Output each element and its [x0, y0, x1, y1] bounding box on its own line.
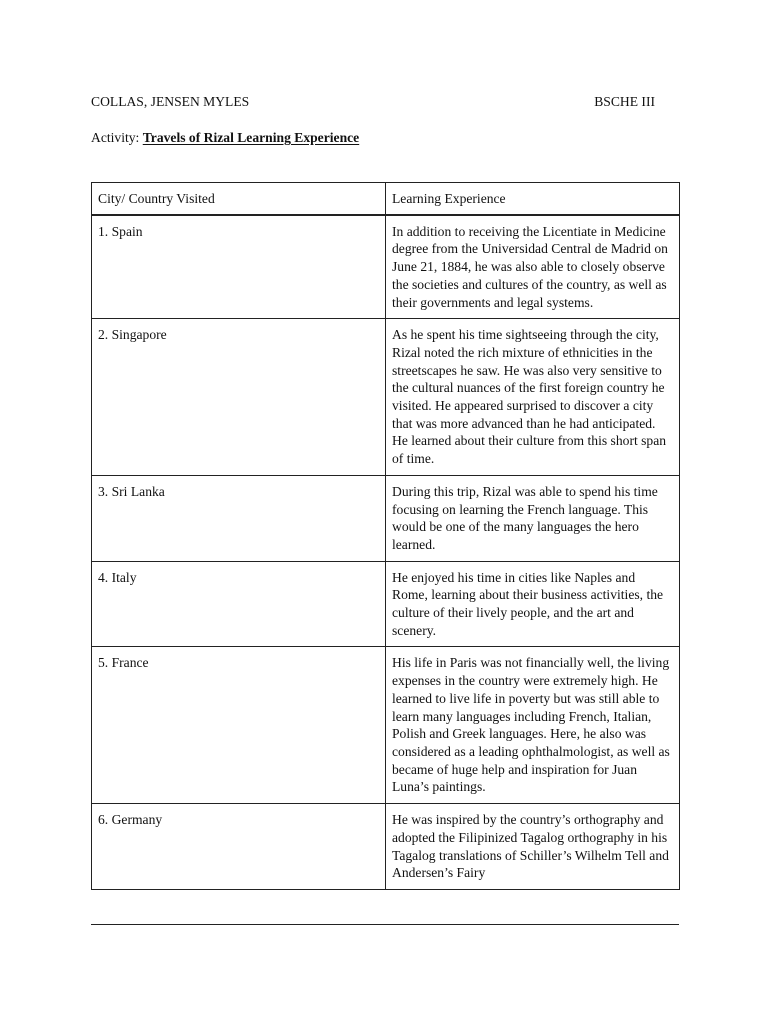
experience-cell: He enjoyed his time in cities like Naples and Rome, learning about their business activities, the culture of their lively people, and the art and scenery. [386, 561, 680, 647]
place-cell: 2. Singapore [92, 319, 386, 476]
table-row [92, 475, 680, 561]
page-bottom-margin [0, 925, 768, 1024]
table-row [92, 804, 680, 890]
course-label: BSCHE III [594, 94, 655, 109]
experience-cell: During this trip, Rizal was able to spend his time focusing on learning the French language. This would be one of the many languages the hero learned. [386, 475, 680, 561]
table-row [92, 319, 680, 476]
place-cell: 4. Italy [92, 561, 386, 647]
place-cell: 6. Germany [92, 804, 386, 890]
student-name: COLLAS, JENSEN MYLES [91, 94, 250, 109]
experience-cell: In addition to receiving the Licentiate in Medicine degree from the Universidad Central de Madrid on June 21, 1884, he was also able to closely observe the societies and cultures of the country, as well as their governments and legal systems. [386, 215, 680, 319]
experience-cell: As he spent his time sightseeing through the city, Rizal noted the rich mixture of ethnicities in the streetscapes he saw. He was also very sensitive to the cultural nuances of the first foreign country he visited. He appeared surprised to discover a city that was more advanced than he had anticipated. He learned about their culture from this short span of time. [386, 319, 680, 476]
column-header-place: City/ Country Visited [92, 183, 386, 215]
place-cell: 1. Spain [92, 215, 386, 319]
place-cell: 5. France [92, 647, 386, 804]
table-row [92, 647, 680, 804]
experience-cell: His life in Paris was not financially well, the living expenses in the country were extremely high. He learned to live life in poverty but was still able to learn many languages including French, Italian, Polish and Greek languages. Here, he also was considered as a leading ophthalmologist, as well as became of huge help and inspiration for Juan Luna’s paintings. [386, 647, 680, 804]
experience-cell: He was inspired by the country’s orthography and adopted the Filipinized Tagalog orthography in his Tagalog translations of Schiller’s Wilhelm Tell and Andersen’s Fairy [386, 804, 680, 890]
activity-label: Activity: [91, 130, 143, 145]
activity-line [91, 129, 359, 147]
table-header-row [92, 183, 680, 215]
table-bottom-border [91, 924, 679, 925]
table-row [92, 215, 680, 319]
activity-title: Travels of Rizal Learning Experience [142, 130, 360, 145]
column-header-experience: Learning Experience [386, 183, 680, 215]
travels-table [91, 182, 680, 890]
place-cell: 3. Sri Lanka [92, 475, 386, 561]
table-row [92, 561, 680, 647]
